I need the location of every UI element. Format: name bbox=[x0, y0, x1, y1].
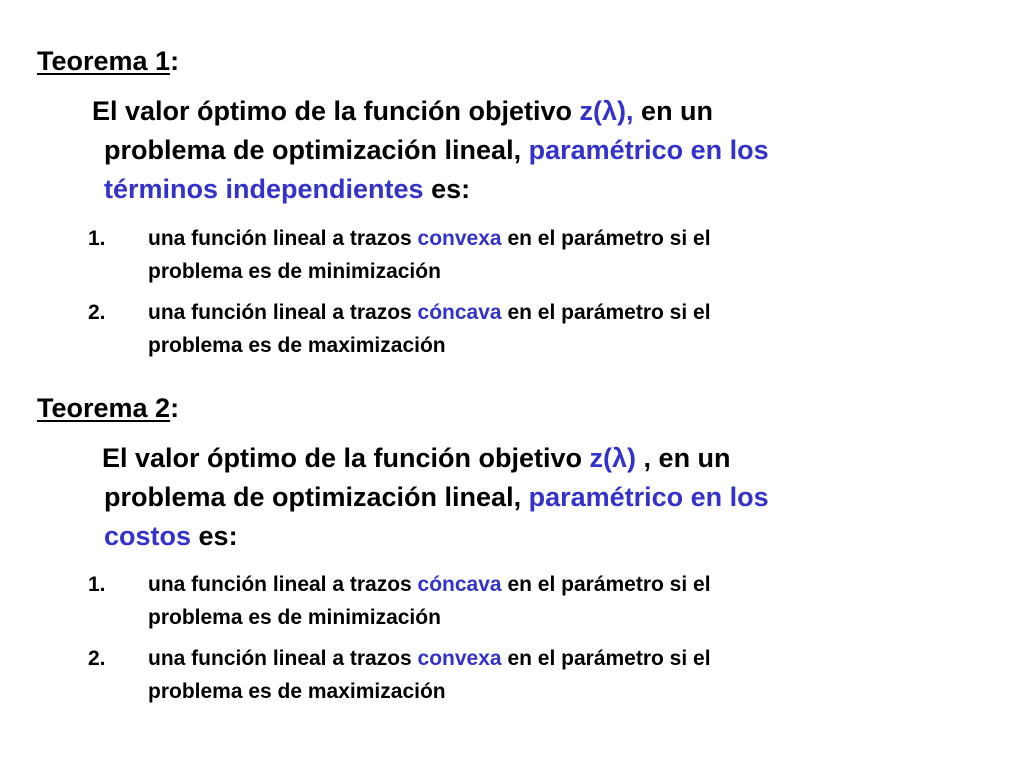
item-text: en el parámetro si el bbox=[501, 647, 711, 670]
theorem-1-title: Teorema 1 bbox=[37, 46, 171, 76]
list-number: 2. bbox=[88, 301, 106, 324]
list-number: 1. bbox=[88, 573, 106, 596]
item-text: problema es de maximización bbox=[148, 334, 446, 357]
list-item-text bbox=[148, 642, 711, 708]
theorem-2-colon: : bbox=[170, 393, 180, 423]
statement-text: , en un bbox=[636, 443, 731, 473]
theorem-2-statement bbox=[104, 439, 1004, 556]
statement-text: El valor óptimo de la función objetivo bbox=[92, 96, 580, 126]
theorem-2-title: Teorema 2 bbox=[37, 393, 171, 423]
list-number: 1. bbox=[88, 227, 106, 250]
statement-text: es: bbox=[423, 174, 471, 204]
item-text: en el parámetro si el bbox=[501, 573, 711, 596]
highlighted-phrase: términos independientes bbox=[104, 174, 424, 204]
objective-function-symbol: z(λ), bbox=[579, 96, 634, 126]
theorem-2-heading bbox=[37, 392, 179, 424]
theorem-2-statement-line-2 bbox=[104, 478, 1004, 517]
item-text: una función lineal a trazos bbox=[148, 573, 418, 596]
item-text: en el parámetro si el bbox=[501, 301, 711, 324]
highlighted-term: convexa bbox=[417, 647, 502, 670]
theorem-2-statement-line-1 bbox=[102, 439, 1004, 478]
statement-text: en un bbox=[633, 96, 714, 126]
theorem-2-statement-line-3 bbox=[104, 517, 1004, 556]
theorem-1-colon: : bbox=[170, 46, 180, 76]
statement-text: problema de optimización lineal, bbox=[104, 135, 529, 165]
list-item-text bbox=[148, 568, 711, 634]
statement-text: es: bbox=[191, 521, 238, 551]
statement-text: El valor óptimo de la función objetivo bbox=[102, 443, 590, 473]
statement-text: problema de optimización lineal, bbox=[104, 482, 529, 512]
theorem-1-statement-line-3 bbox=[104, 170, 1004, 209]
theorem-1-statement bbox=[92, 92, 1004, 209]
item-text: problema es de minimización bbox=[148, 260, 441, 283]
item-text: una función lineal a trazos bbox=[148, 301, 418, 324]
objective-function-symbol: z(λ) bbox=[589, 443, 637, 473]
item-text: una función lineal a trazos bbox=[148, 647, 418, 670]
highlighted-phrase: paramétrico en los bbox=[528, 482, 769, 512]
highlighted-term: convexa bbox=[417, 227, 502, 250]
list-number: 2. bbox=[88, 647, 106, 670]
theorem-1-statement-line-1 bbox=[92, 92, 1004, 131]
item-text: una función lineal a trazos bbox=[148, 227, 418, 250]
highlighted-phrase: costos bbox=[104, 521, 192, 551]
highlighted-term: cóncava bbox=[417, 573, 502, 596]
highlighted-phrase: paramétrico en los bbox=[528, 135, 769, 165]
list-item-text bbox=[148, 296, 711, 362]
item-text: en el parámetro si el bbox=[501, 227, 711, 250]
list-item-text bbox=[148, 222, 711, 288]
item-text: problema es de maximización bbox=[148, 680, 446, 703]
item-text: problema es de minimización bbox=[148, 606, 441, 629]
theorem-1-statement-line-2 bbox=[104, 131, 1004, 170]
theorem-1-heading bbox=[37, 45, 179, 77]
highlighted-term: cóncava bbox=[417, 301, 502, 324]
